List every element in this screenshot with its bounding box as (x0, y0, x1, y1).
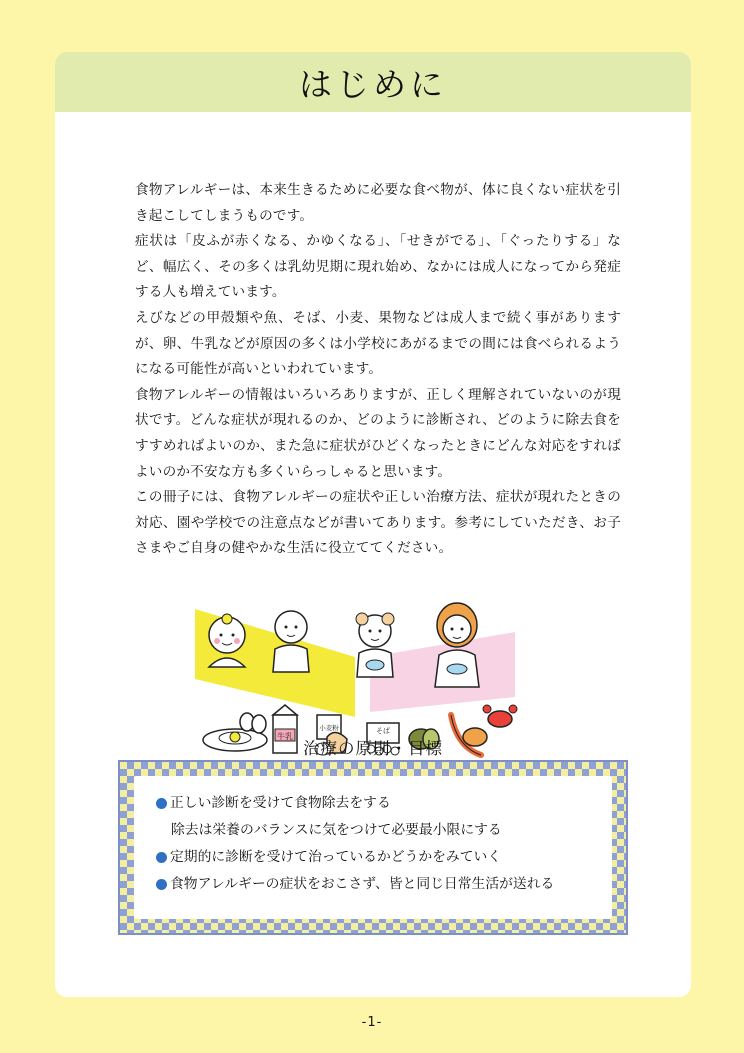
crab-icon (483, 705, 517, 727)
principle-text: 正しい診断を受けて食物除去をする (170, 795, 391, 811)
intro-paragraph: えびなどの甲殻類や魚、そば、小麦、果物などは成人まで続く事がありますが、卵、牛乳などが原因の多くは小学校にあがるまでの間には食べられるようになる可能性が高いといわれています。 (135, 309, 621, 378)
bullet-icon (156, 798, 167, 809)
intro-paragraph: 食物アレルギーの情報はいろいろありますが、正しく理解されていないのが現状です。どんな症状が現れるのか、どのように診断され、どのように除去食をすすめればよいのか、また急に症状がひどくなったときにどんな対応をすればよいのか不安な方も多くいらっしゃると思います。 (135, 386, 621, 480)
milk-label: 牛乳 (277, 732, 293, 741)
bullet-icon (156, 879, 167, 890)
page-title: はじめに (299, 64, 447, 104)
principles-title: 治療の原則・目標 (303, 739, 443, 758)
principle-text: 定期的に診断を受けて治っているかどうかをみていく (170, 849, 502, 865)
soba-label: そば (376, 727, 390, 735)
principle-item (156, 817, 612, 844)
principle-item (156, 790, 612, 817)
flour-label: 小麦粉 (319, 724, 339, 732)
page-number: -1- (361, 1015, 383, 1030)
principle-item (156, 844, 612, 871)
intro-paragraph: この冊子には、食物アレルギーの症状や正しい治療方法、症状が現れたときの対応、園や学校での注意点などが書いてあります。参考にしていただき、お子さまやご自身の健やかな生活に役立ててください。 (135, 489, 621, 557)
bullet-icon (156, 852, 167, 863)
intro-text (135, 178, 621, 562)
principle-item (156, 871, 612, 898)
title-bar (55, 52, 691, 112)
principles-box (120, 762, 626, 933)
intro-paragraph: 食物アレルギーは、本来生きるために必要な食べ物が、体に良くない症状を引き起こしてしまうものです。 (135, 182, 621, 224)
content-card (55, 52, 691, 997)
principles-list (134, 776, 612, 919)
girl-figure (356, 613, 394, 677)
principle-text: 除去は栄養のバランスに気をつけて必要最小限にする (171, 822, 502, 838)
intro-paragraph: 症状は「皮ふが赤くなる、かゆくなる」、「せきがでる」、「ぐったりする」など、幅広く、その多くは乳幼児期に現れ始め、なかには成人になってから発症する人も増えています。 (135, 233, 621, 301)
principle-text: 食物アレルギーの症状をおこさず、皆と同じ日常生活が送れる (170, 876, 555, 892)
